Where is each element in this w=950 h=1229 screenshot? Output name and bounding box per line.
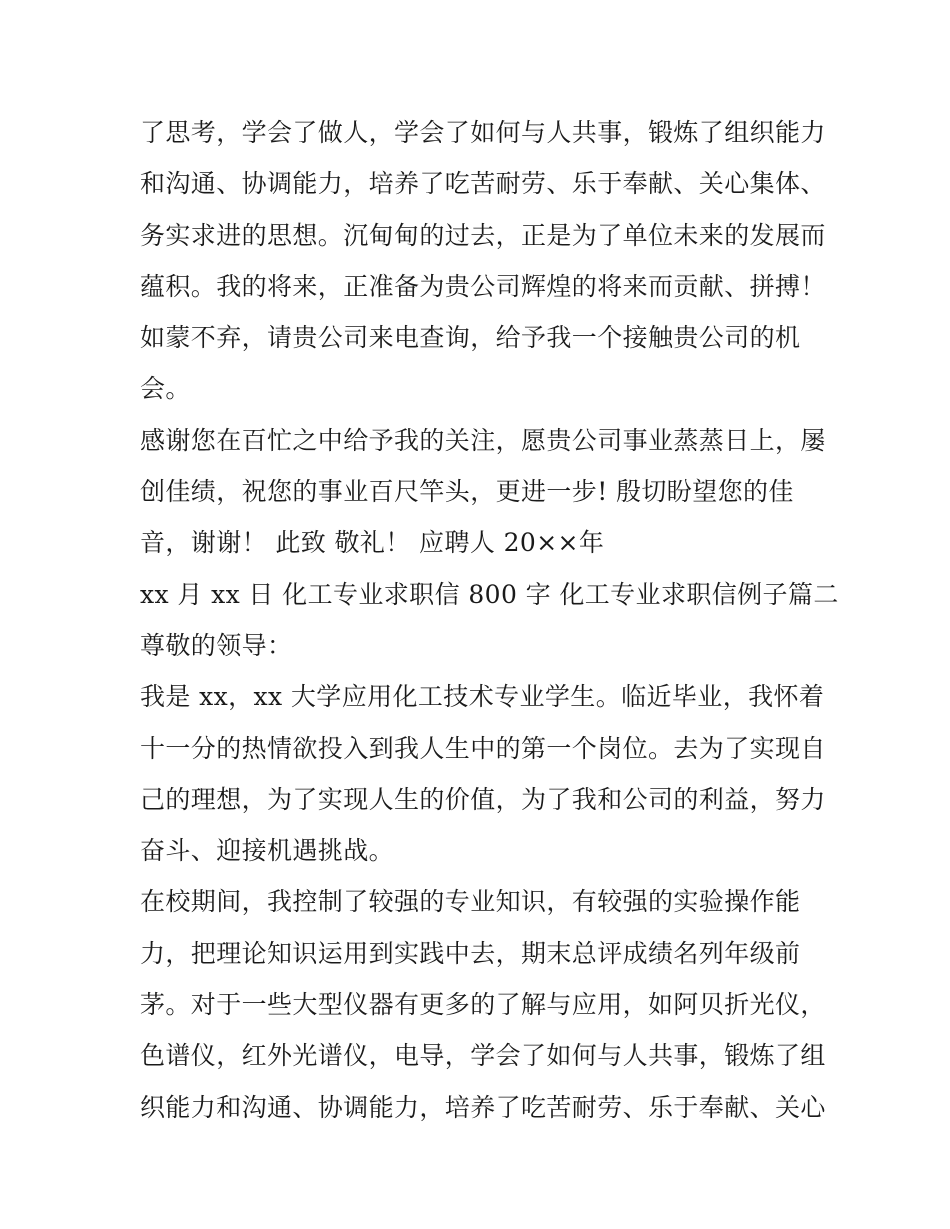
text-line: 感谢您在百忙之中给予我的关注，愿贵公司事业蒸蒸日上，屡 [140,425,826,455]
text-line: 奋斗、迎接机遇挑战。 [140,836,395,866]
text-line: 务实求进的思想。沉甸甸的过去，正是为了单位未来的发展而 [140,220,826,250]
document-body [140,107,839,1133]
text-line: 色谱仪，红外光谱仪，电导，学会了如何与人共事，锻炼了组 [140,1041,826,1071]
text-line: 如蒙不弃，请贵公司来电查询，给予我一个接触贵公司的机 [140,323,801,353]
text-line: 和沟通、协调能力，培养了吃苦耐劳、乐于奉献、关心集体、 [140,169,826,199]
text-line: 织能力和沟通、协调能力，培养了吃苦耐劳、乐于奉献、关心 [140,1092,826,1122]
text-line: 了思考，学会了做人，学会了如何与人共事，锻炼了组织能力 [140,118,826,147]
text-line: 创佳绩，祝您的事业百尺竿头，更进一步! 殷切盼望您的佳 [140,477,794,507]
text-line: 十一分的热情欲投入到我人生中的第一个岗位。去为了实现自 [140,733,826,763]
text-line: 我是 xx，xx 大学应用化工技术专业学生。临近毕业，我怀着 [140,682,825,712]
text-line: 蕴积。我的将来，正准备为贵公司辉煌的将来而贡献、拼搏！ [140,271,826,301]
text-line: 音，谢谢！ 此致 敬礼！ 应聘人 20××年 [140,528,605,558]
text-line: 力，把理论知识运用到实践中去，期末总评成绩名列年级前 [140,938,801,968]
text-line: 己的理想，为了实现人生的价值，为了我和公司的利益，努力 [140,784,826,814]
text-line: xx 月 xx 日 化工专业求职信 800 字 化工专业求职信例子篇二 [140,579,839,609]
text-line: 尊敬的领导： [140,630,293,660]
text-line: 茅。对于一些大型仪器有更多的了解与应用，如阿贝折光仪， [140,990,826,1020]
text-line: 在校期间，我控制了较强的专业知识，有较强的实验操作能 [140,887,801,917]
text-line: 会。 [140,374,191,404]
